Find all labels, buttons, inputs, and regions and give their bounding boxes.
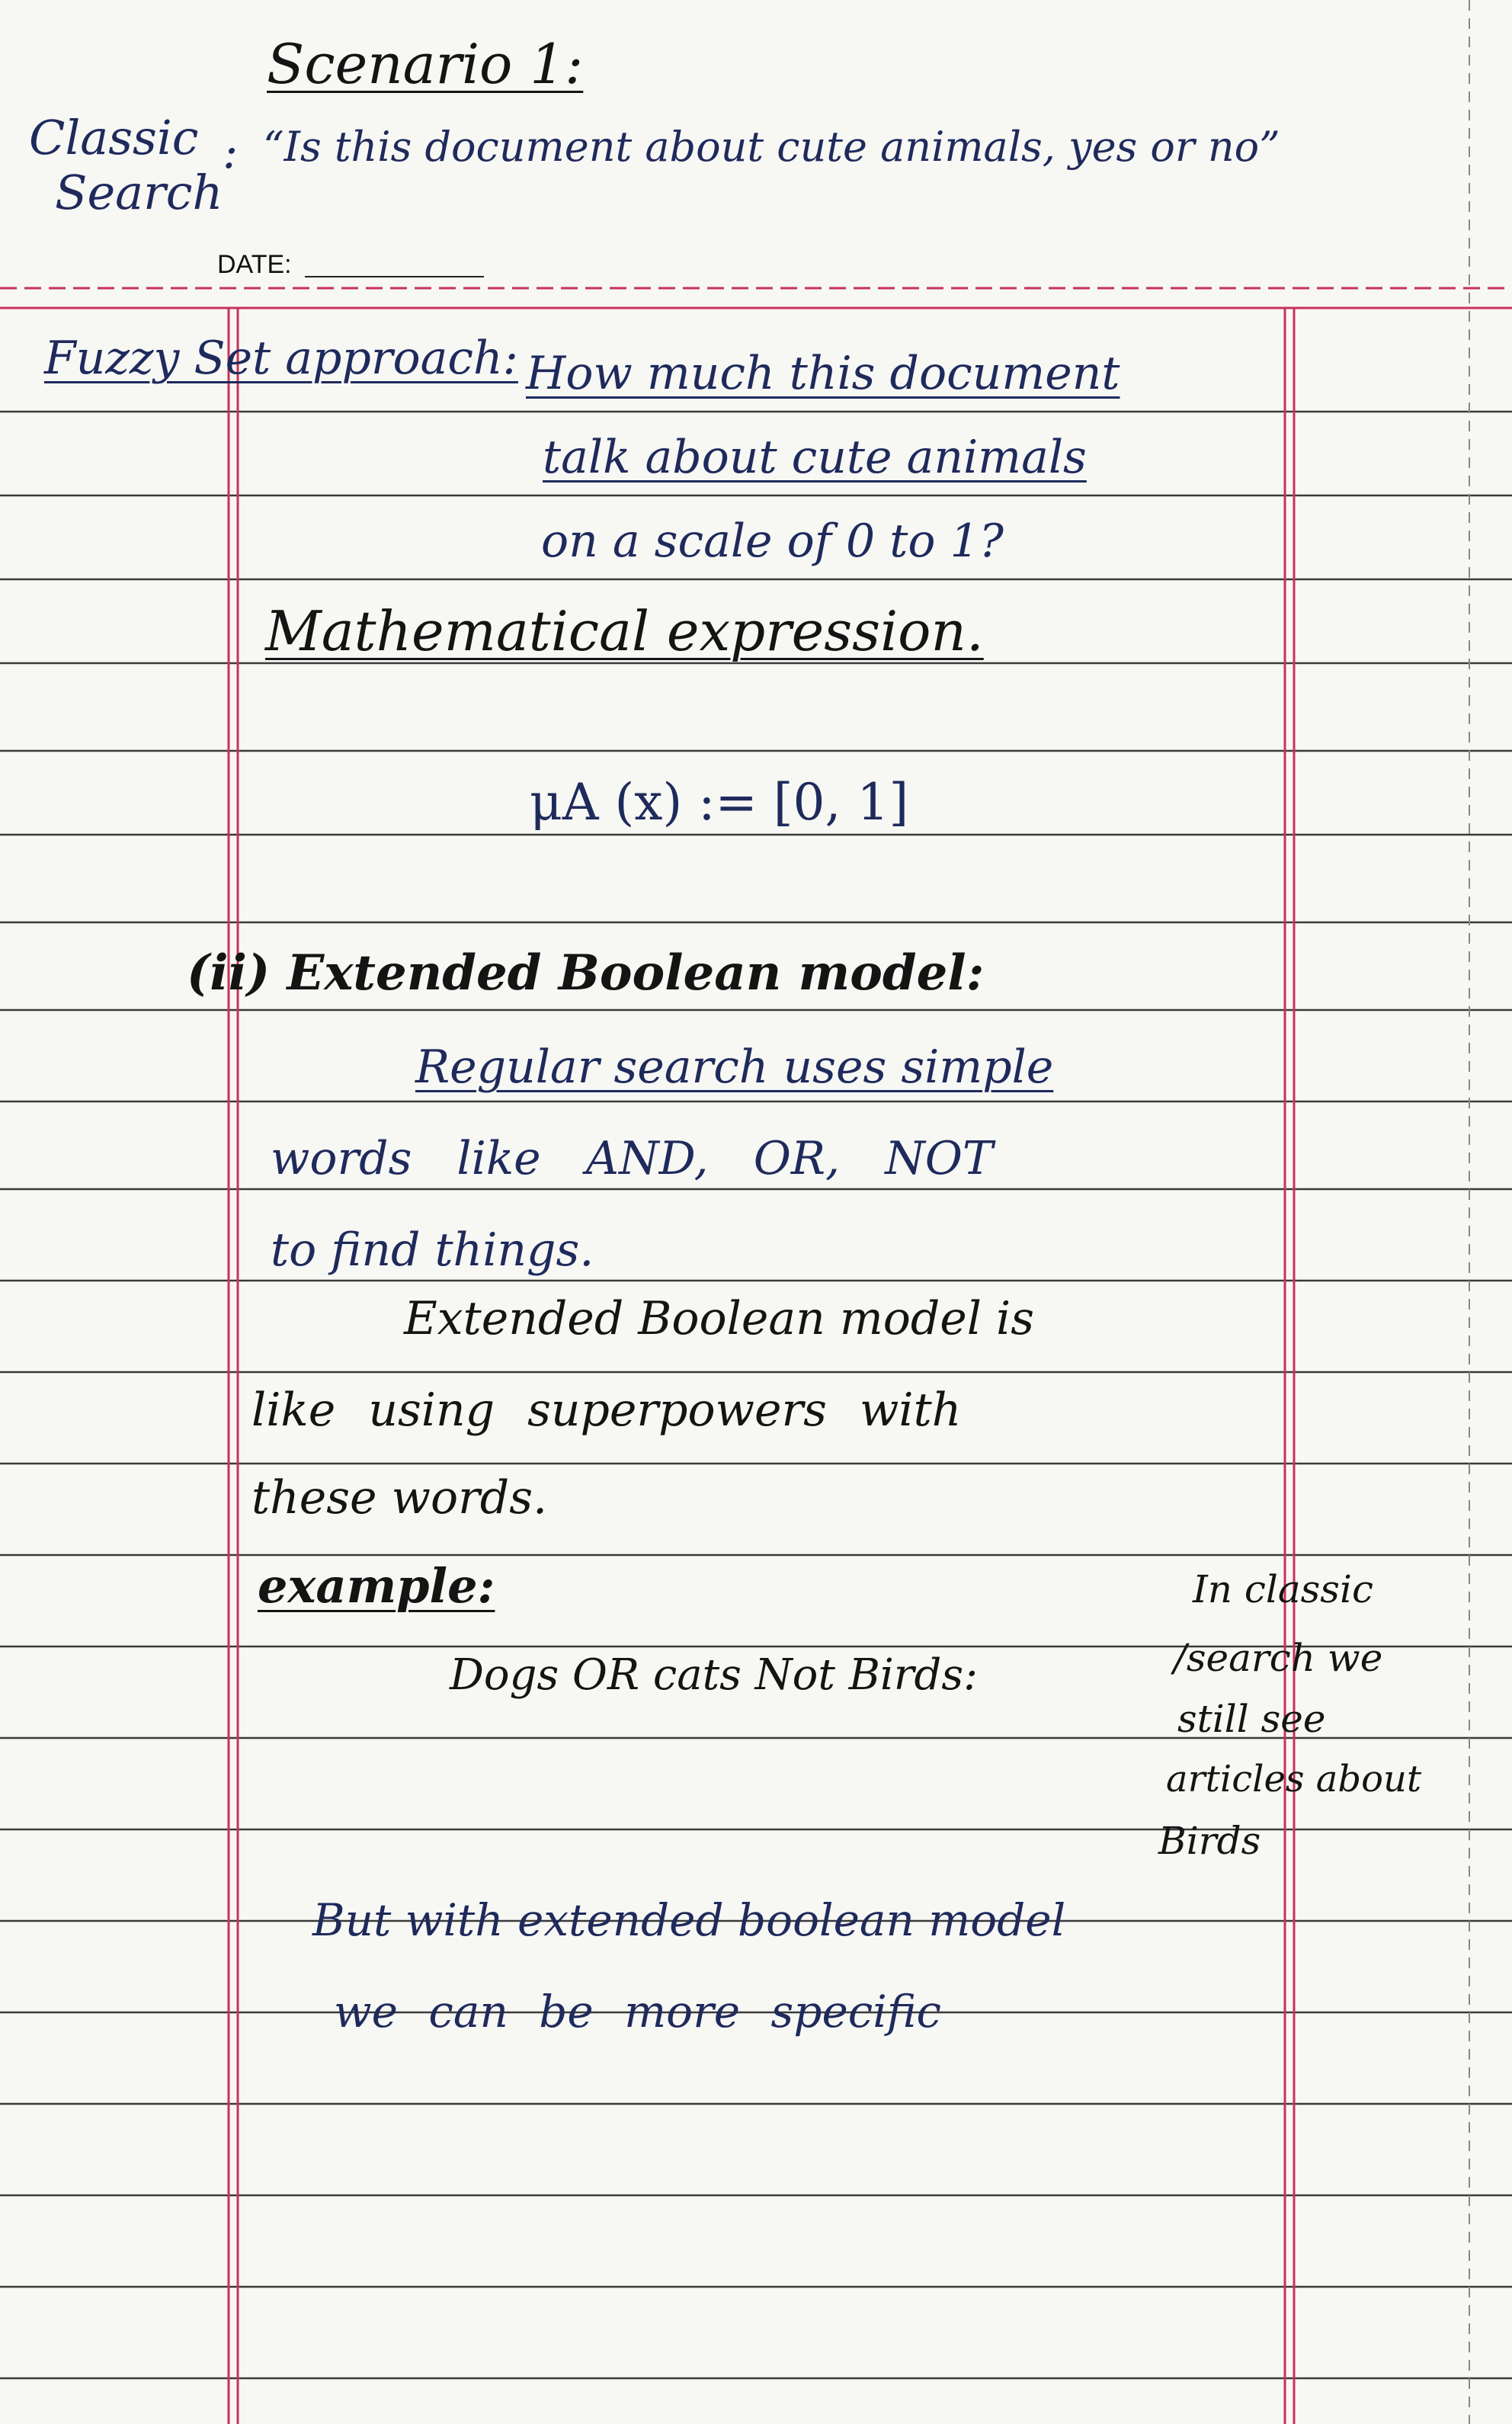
side-note-line-3: still see [1177,1697,1326,1741]
fuzzy-line-3: on a scale of 0 to 1? [541,515,1004,568]
fuzzy-line-1: How much this document [526,347,1120,400]
side-note-line-1: In classic [1193,1567,1373,1611]
date-label: DATE: [217,250,292,279]
classic-search-label-1: Classic [29,110,199,165]
classic-search-text: “Is this document about cute animals, yes or no” [263,123,1280,171]
regular-search-line-1: Regular search uses simple [415,1040,1054,1094]
math-heading: Mathematical expression. [265,599,984,663]
classic-search-label-2: Search [55,165,223,220]
fuzzy-line-2: talk about cute animals [543,431,1087,484]
page-title: Scenario 1: [267,32,584,96]
extended-benefit-line-2: we can be more specific [334,1986,941,2038]
example-query: Dogs OR cats Not Birds: [450,1650,978,1700]
regular-search-line-2: words like AND, OR, NOT [271,1132,993,1185]
membership-formula: μA (x) := [0, 1] [530,773,909,832]
side-note-line-5: Birds [1158,1819,1261,1863]
fuzzy-set-label: Fuzzy Set approach: [44,332,518,385]
extended-line-3: these words. [251,1471,548,1525]
extended-line-2: like using superpowers with [251,1384,962,1437]
extended-benefit-line-1: But with extended boolean model [312,1894,1066,1946]
regular-search-line-3: to find things. [271,1223,594,1277]
classic-colon: : [223,126,239,179]
date-field-line [305,276,484,277]
side-note-line-2: /search we [1174,1636,1383,1680]
extended-line-1: Extended Boolean model is [404,1292,1034,1345]
example-label: example: [258,1558,495,1614]
side-note-line-4: articles about [1166,1758,1422,1800]
extended-boolean-heading: (ii) Extended Boolean model: [187,944,985,1002]
